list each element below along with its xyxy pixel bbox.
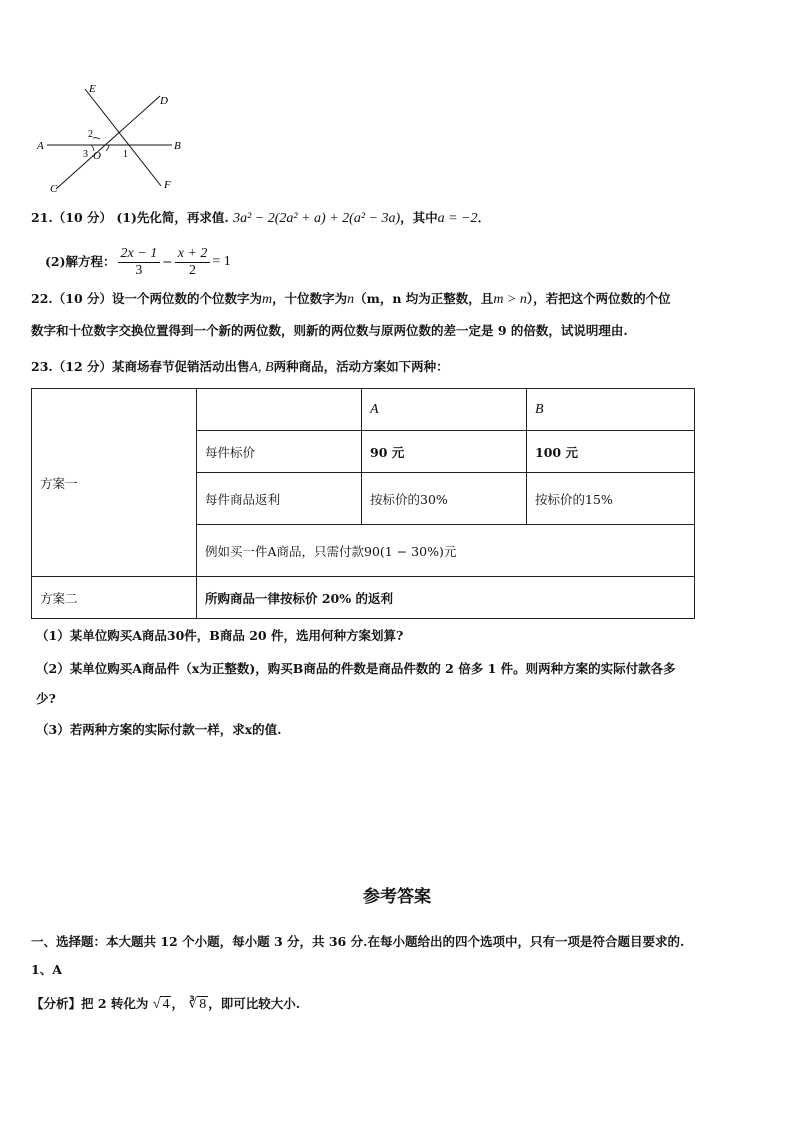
label-2: 2 xyxy=(88,129,93,140)
q22-var-n: n xyxy=(347,292,355,307)
label-e: E xyxy=(89,83,96,95)
cbrt-8-radicand: 8 xyxy=(199,997,207,1012)
q23-intro-ab: A, B xyxy=(249,360,274,375)
q21-where: ，其中 xyxy=(400,210,438,225)
q21-part1 xyxy=(31,209,490,228)
q23-sub1: （1）某单位购买A商品30件，B商品 20 件，选用何种方案划算? xyxy=(36,628,404,643)
label-a: A xyxy=(37,140,44,152)
fraction-2-denominator: 2 xyxy=(189,262,197,278)
row-rebate-label: 每件商品返利 xyxy=(197,473,362,525)
answers-title: 参考答案 xyxy=(363,887,431,907)
q23-sub2-line2: 少? xyxy=(36,691,56,706)
q21-part2-label: (2)解方程： xyxy=(45,254,116,269)
q23-intro-a: 23.（12 分）某商场春节促销活动出售 xyxy=(31,359,250,374)
plan2-description: 所购商品一律按标价 20% 的返利 xyxy=(197,577,695,619)
q22-line2: 数字和十位数字交换位置得到一个新的两位数，则新的两位数与原两位数的差一定是 9 的倍数，试说明理由. xyxy=(31,323,628,338)
q23-sub2-line1: （2）某单位购买A商品件（x为正整数)，购买B商品的件数是商品件数的 2 倍多 1 件。则两种方案的实际付款各多 xyxy=(36,661,676,676)
minus-sign: − xyxy=(162,254,173,269)
row-price-label: 每件标价 xyxy=(197,431,362,473)
angle-arc-2 xyxy=(93,138,100,139)
fraction-1-denominator: 3 xyxy=(135,262,143,278)
q21-number: 21.（10 分） xyxy=(31,210,112,225)
analysis-text-a: 【分析】把 2 转化为 xyxy=(31,996,149,1011)
sqrt-4: √ 4 xyxy=(152,997,170,1012)
fraction-1-numerator: 2x − 1 xyxy=(118,246,161,263)
column-b-header: B xyxy=(527,389,695,431)
price-a: 90 元 xyxy=(362,431,527,473)
rebate-a: 按标价的30% xyxy=(362,473,527,525)
price-b: 100 元 xyxy=(527,431,695,473)
plan2-label: 方案二 xyxy=(32,577,197,619)
q21-part1-expression: 3a² − 2(2a² + a) + 2(a² − 3a) xyxy=(233,211,401,226)
q23-intro xyxy=(31,358,449,377)
q21-part2 xyxy=(45,244,231,280)
label-1: 1 xyxy=(123,149,128,160)
q22-condition: m > n xyxy=(493,292,527,307)
label-o: O xyxy=(93,150,101,162)
q22-text-b: ，十位数字为 xyxy=(272,291,348,306)
q22-line1 xyxy=(31,290,671,309)
q21-value: a = −2 xyxy=(437,211,478,226)
label-d: D xyxy=(160,95,168,107)
fraction-2-numerator: x + 2 xyxy=(175,246,211,263)
answer-item-1: 1、A xyxy=(31,962,62,977)
sqrt-4-radicand: 4 xyxy=(162,997,170,1012)
line-cd xyxy=(56,96,160,189)
equation-rhs: = 1 xyxy=(212,254,231,269)
angle-arc-1 xyxy=(106,145,109,151)
label-3: 3 xyxy=(83,149,88,160)
cbrt-8: ∛ 8 xyxy=(188,997,207,1012)
q22-text-d: ），若把这个两位数的个位 xyxy=(526,291,671,306)
answer-analysis xyxy=(31,995,300,1014)
q23-sub3: （3）若两种方案的实际付款一样，求x的值. xyxy=(36,722,282,737)
answers-section: 一、选择题：本大题共 12 个小题，每小题 3 分，共 36 分.在每小题给出的四个选项中，只有一项是符合题目要求的. xyxy=(31,934,685,949)
q23-intro-b: 两种商品，活动方案如下两种： xyxy=(273,359,449,374)
rebate-b: 按标价的15% xyxy=(527,473,695,525)
label-f: F xyxy=(164,179,171,191)
example-cell: 例如买一件A商品，只需付款90(1 − 30%)元 xyxy=(197,525,695,577)
label-b: B xyxy=(174,140,181,152)
q22-text-c: （m，n 均为正整数，且 xyxy=(354,291,494,306)
geometry-figure xyxy=(30,78,200,198)
fraction-1 xyxy=(118,246,161,279)
analysis-text-b: ，即可比较大小. xyxy=(208,996,301,1011)
q22-text-a: 22.（10 分）设一个两位数的个位数字为 xyxy=(31,291,262,306)
column-a-header: A xyxy=(362,389,527,431)
header-empty xyxy=(197,389,362,431)
q21-part1-label: (1)先化简，再求值. xyxy=(116,210,229,225)
q21-end: ． xyxy=(477,210,491,225)
plan-table xyxy=(31,388,695,619)
plan1-label: 方案一 xyxy=(32,389,197,577)
analysis-separator: ， xyxy=(171,996,184,1011)
label-c: C xyxy=(50,183,58,195)
q22-var-m: m xyxy=(262,292,273,307)
fraction-2 xyxy=(175,246,211,279)
